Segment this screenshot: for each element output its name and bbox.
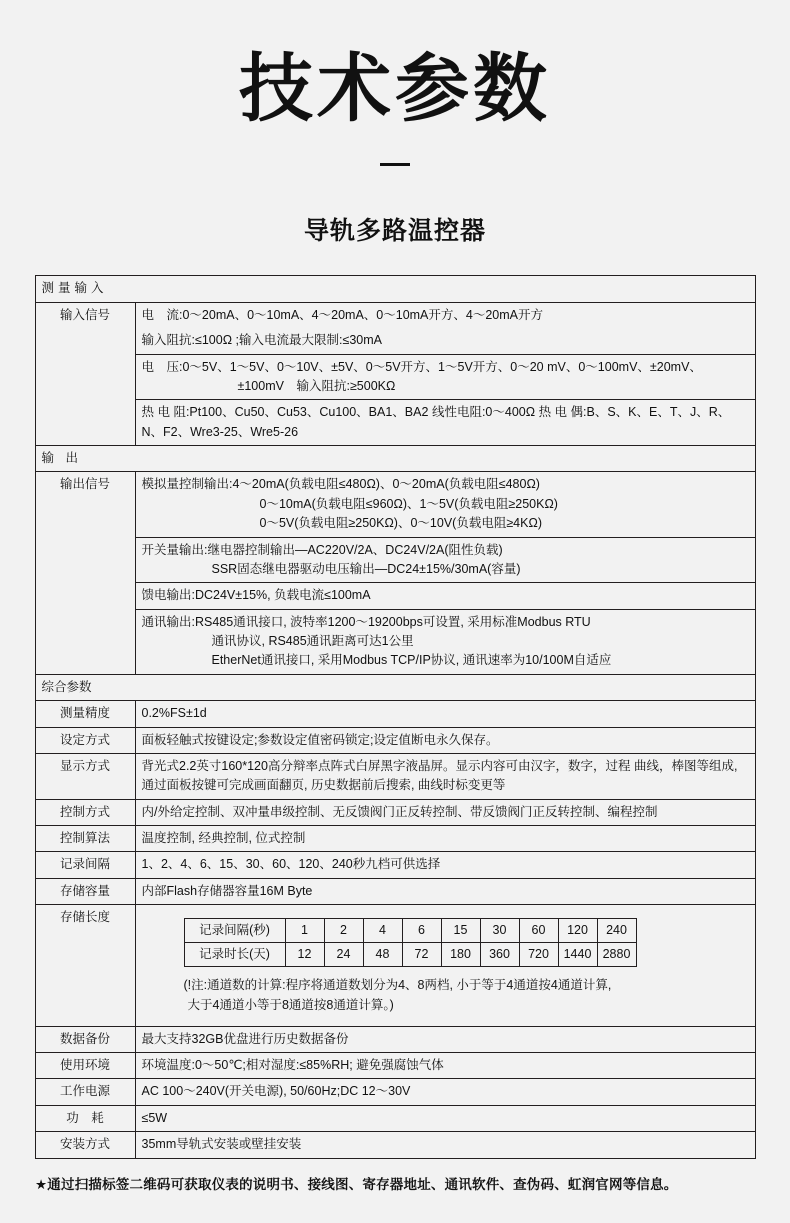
duration-cell: 72 [402, 942, 441, 966]
duration-cell: 24 [324, 942, 363, 966]
row-value-storage-length [135, 905, 755, 1027]
table-row [35, 1132, 755, 1158]
row-value-record-interval: 1、2、4、6、15、30、60、120、240秒九档可供选择 [135, 852, 755, 878]
row-value-algorithm: 温度控制, 经典控制, 位式控制 [135, 826, 755, 852]
interval-cell: 60 [519, 919, 558, 943]
duration-cell: 1440 [558, 942, 597, 966]
cell-current-2: 输入阻抗:≤100Ω ;输入电流最大限制:≤30mA [135, 328, 755, 354]
table-row [35, 302, 755, 328]
cell-switch-1: 开关量输出:继电器控制输出—AC220V/2A、DC24V/2A(阻性负载) [141, 542, 503, 557]
row-label-mounting: 安装方式 [35, 1132, 135, 1158]
section-output: 输 出 [35, 446, 755, 472]
row-label-storage-length: 存储长度 [35, 905, 135, 1027]
duration-cell: 12 [285, 942, 324, 966]
table-row [35, 583, 755, 609]
row-value-environment: 环境温度:0～50℃;相对湿度:≤85%RH; 避免强腐蚀气体 [135, 1053, 755, 1079]
row-label-storage-capacity: 存储容量 [35, 878, 135, 904]
row-value-power-consumption: ≤5W [135, 1105, 755, 1131]
cell-feed-output: 馈电输出:DC24V±15%, 负载电流≤100mA [135, 583, 755, 609]
table-row [35, 609, 755, 674]
cell-rtd-1: 热 电 阻:Pt100、Cu50、Cu53、Cu100、BA1、BA2 [141, 405, 429, 420]
interval-cell: 30 [480, 919, 519, 943]
row-label-output-signal: 输出信号 [35, 472, 135, 674]
table-row [35, 400, 755, 446]
duration-cell: 180 [441, 942, 480, 966]
specification-table [35, 275, 756, 1158]
row-label-display: 显示方式 [35, 753, 135, 799]
cell-current-1: 电 流:0～20mA、0～10mA、4～20mA、0～10mA开方、4～20mA开方 [135, 302, 755, 328]
interval-cell: 4 [363, 919, 402, 943]
row-label-accuracy: 测量精度 [35, 701, 135, 727]
row-value-accuracy: 0.2%FS±1d [135, 701, 755, 727]
table-row [184, 942, 636, 966]
row-value-control-mode: 内/外给定控制、双冲量串级控制、无反馈阀门正反转控制、带反馈阀门正反转控制、编程控制 [135, 799, 755, 825]
duration-header: 记录时长(天) [184, 942, 285, 966]
row-value-data-backup: 最大支持32GB优盘进行历史数据备份 [135, 1026, 755, 1052]
table-row [35, 826, 755, 852]
row-value-display-1: 背光式2.2英寸160*120高分辩率点阵式白屏黑字液晶屏。显示内容可由汉字，数字，过程 [141, 758, 631, 773]
cell-analog-output [135, 472, 755, 537]
section-general: 综合参数 [35, 674, 755, 700]
table-row [35, 852, 755, 878]
interval-cell: 120 [558, 919, 597, 943]
duration-cell: 360 [480, 942, 519, 966]
table-row [35, 799, 755, 825]
interval-header: 记录间隔(秒) [184, 919, 285, 943]
interval-cell: 2 [324, 919, 363, 943]
row-label-setting: 设定方式 [35, 727, 135, 753]
cell-voltage [135, 354, 755, 400]
cell-switch-2: SSR固态继电器驱动电压输出—DC24±15%/30mA(容量) [211, 561, 521, 576]
table-row [35, 1026, 755, 1052]
cell-comm-output [135, 609, 755, 674]
table-row [35, 1105, 755, 1131]
table-row [35, 878, 755, 904]
storage-note-1: (!注:通道数的计算:程序将通道数划分为4、8两档, 小于等于4通道按4通道计算, [183, 977, 612, 992]
row-label-power-consumption: 功 耗 [35, 1105, 135, 1131]
row-value-power-supply: AC 100～240V(开关电源), 50/60Hz;DC 12～30V [135, 1079, 755, 1105]
footer-note: ★通过扫描标签二维码可获取仪表的说明书、接线图、寄存器地址、通讯软件、查伪码、虹润官网等信息。 [35, 1176, 678, 1192]
interval-cell: 240 [597, 919, 636, 943]
interval-cell: 1 [285, 919, 324, 943]
table-row [184, 919, 636, 943]
product-subtitle: 导轨多路温控器 [303, 217, 486, 246]
table-row [35, 354, 755, 400]
cell-comm-2: 通讯协议, RS485通讯距离可达1公里 [211, 634, 414, 649]
table-row [35, 905, 755, 1027]
table-row [35, 701, 755, 727]
storage-note-2: 大于4通道小等于8通道按8通道计算。) [187, 997, 394, 1012]
row-value-mounting: 35mm导轨式安装或壁挂安装 [135, 1132, 755, 1158]
row-label-control-mode: 控制方式 [35, 799, 135, 825]
table-row [35, 1053, 755, 1079]
table-row [35, 1079, 755, 1105]
divider-line [380, 163, 410, 166]
duration-cell: 48 [363, 942, 402, 966]
cell-analog-2: 0～10mA(负载电阻≤960Ω)、1～5V(负载电阻≥250KΩ) [259, 496, 558, 511]
table-row [35, 727, 755, 753]
row-value-storage-capacity: 内部Flash存储器容量16M Byte [135, 878, 755, 904]
table-row [35, 753, 755, 799]
cell-thermocouple: 热 电 偶:B、S、K、E、T、J、R、N、F2、Wre3-25、Wre5-26 [141, 405, 731, 439]
table-row [35, 446, 755, 472]
cell-switch-output [135, 537, 755, 583]
row-value-setting: 面板轻触式按键设定;参数设定值密码锁定;设定值断电永久保存。 [135, 727, 755, 753]
row-value-display-2: 曲线，棒图等组成, 通过面板按键可完成画面翻页, 历史数据前后搜索, 曲线时标变更等 [141, 758, 738, 793]
interval-cell: 6 [402, 919, 441, 943]
cell-voltage-1: 电 压:0～5V、1～5V、0～10V、±5V、0～5V开方、1～5V开方、0～20 mV、0～100mV、±20mV、 [141, 359, 702, 374]
table-row [35, 328, 755, 354]
page-title: 技术参数 [239, 47, 551, 130]
cell-rtd-2: 线性电阻:0～400Ω [431, 405, 536, 420]
row-label-environment: 使用环境 [35, 1053, 135, 1079]
section-measure-input: 测量输入 [35, 276, 755, 302]
cell-rtd-tc [135, 400, 755, 446]
row-value-display [135, 753, 755, 799]
row-label-input-signal: 输入信号 [35, 302, 135, 445]
row-label-power-supply: 工作电源 [35, 1079, 135, 1105]
duration-cell: 2880 [597, 942, 636, 966]
title-divider [0, 153, 790, 171]
row-label-algorithm: 控制算法 [35, 826, 135, 852]
cell-voltage-2: ±100mV 输入阻抗:≥500KΩ [237, 378, 396, 393]
cell-analog-3: 0～5V(负载电阻≥250KΩ)、0～10V(负载电阻≥4KΩ) [259, 516, 542, 531]
storage-length-note [162, 967, 749, 1019]
table-row [35, 472, 755, 537]
row-label-data-backup: 数据备份 [35, 1026, 135, 1052]
table-row [35, 674, 755, 700]
table-row [35, 537, 755, 583]
cell-comm-1: 通讯输出:RS485通讯接口, 波特率1200～19200bps可设置, 采用标准Modbus RTU [141, 614, 591, 629]
table-row [35, 276, 755, 302]
storage-length-block [142, 908, 749, 1023]
cell-analog-1: 模拟量控制输出:4～20mA(负载电阻≤480Ω)、0～20mA(负载电阻≤480Ω) [141, 477, 540, 492]
cell-comm-3: EtherNet通讯接口, 采用Modbus TCP/IP协议, 通讯速率为10/100M自适应 [211, 653, 612, 668]
interval-cell: 15 [441, 919, 480, 943]
duration-cell: 720 [519, 942, 558, 966]
row-label-record-interval: 记录间隔 [35, 852, 135, 878]
storage-length-table [184, 918, 637, 967]
